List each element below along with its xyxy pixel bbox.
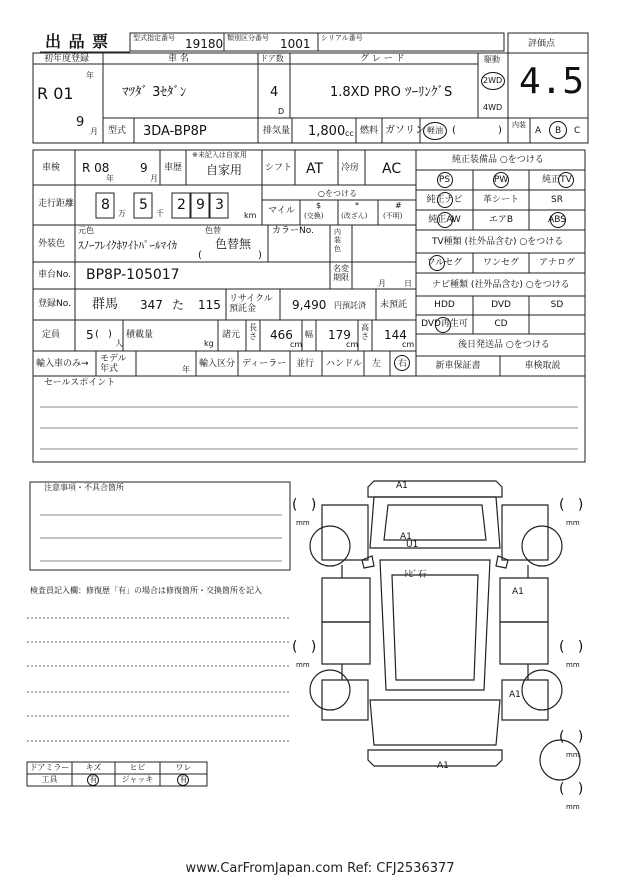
- reg-area: 群馬: [92, 297, 119, 312]
- type-no: 19180: [185, 37, 224, 51]
- class-no: 1001: [280, 37, 311, 51]
- mileage-digit-3: 2: [177, 197, 186, 213]
- grade-label: グ レ ー ド: [360, 54, 405, 64]
- width-value: 179: [328, 328, 351, 342]
- model-label: 型式: [108, 126, 127, 136]
- unknown-sub: (不明): [383, 212, 403, 220]
- damage-hood-u: U1: [406, 540, 419, 550]
- nav-dvd-play: DVD再生可: [421, 319, 468, 329]
- displacement-unit: cc: [345, 129, 354, 138]
- jack-circle: [177, 774, 189, 786]
- equip-sr: SR: [551, 195, 563, 205]
- reg-class: 347: [140, 298, 163, 312]
- orig-color: ｽﾉｰﾌﾚｲｸﾎﾜｲﾄﾊﾟｰﾙﾏｲｶ: [78, 239, 177, 252]
- color-change-label: 色替: [205, 226, 221, 235]
- import-class-label: 輸入区分: [199, 359, 236, 369]
- tread-fl-unit: mm: [296, 519, 310, 527]
- class-no-label: 類別区分番号: [227, 34, 269, 42]
- inspector-label: 検査員記入欄：修復歴「有」の場合は修復箇所・交換箇所を記入: [30, 586, 262, 595]
- equip-pw: PW: [493, 175, 509, 185]
- legend-tools-value: 有: [89, 775, 98, 784]
- fuel: ガソリン: [385, 125, 425, 136]
- mileage-sen-unit: 千: [156, 209, 164, 218]
- drive-label: 駆動: [484, 55, 500, 64]
- mileage-km-unit: km: [244, 211, 257, 220]
- drive-4wd: 4WD: [483, 103, 503, 112]
- inspection-label: 車検: [42, 163, 61, 173]
- width-label: 幅: [305, 330, 313, 339]
- sales-points-label: セールスポイント: [44, 378, 116, 388]
- fuel-circle: [423, 122, 447, 140]
- displacement-label: 排気量: [263, 126, 291, 136]
- name-change-month: 月: [378, 279, 386, 288]
- recycle-label: リサイクル預託金: [229, 294, 273, 315]
- ac-label: 冷房: [341, 163, 360, 173]
- usage-label: 車歴: [164, 163, 183, 173]
- fuel-label: 燃料: [360, 126, 379, 136]
- model-year-unit: 年: [182, 365, 190, 374]
- doors-suffix: D: [278, 107, 285, 116]
- height-label: 高さ: [361, 323, 369, 341]
- form-title: 出 品 票: [45, 32, 110, 51]
- legend-door-mirror: ドアミラー: [29, 763, 70, 772]
- shift-value: AT: [306, 161, 324, 177]
- usage-value: 自家用: [206, 163, 243, 177]
- capacity-value: 5: [86, 328, 94, 342]
- equip-abs-circle: [550, 212, 566, 228]
- grade: 1.8XD PRO ﾂｰﾘﾝｸﾞS: [330, 85, 453, 100]
- handle-left: 左: [372, 359, 382, 369]
- damage-rear-bumper: A1: [437, 761, 449, 771]
- equip-pw-circle: [493, 172, 509, 188]
- serial-label: シリアル番号: [321, 34, 363, 42]
- nav-title: ナビ種類 (社外品含む) ○をつける: [432, 280, 570, 290]
- displacement: 1,800: [308, 124, 346, 139]
- equip-ps: PS: [438, 175, 451, 185]
- equip-abs: ABS: [548, 215, 566, 225]
- recycle-not: 未預託: [380, 300, 408, 310]
- first-reg-label: 初年度登録: [44, 54, 90, 64]
- ac-value: AC: [382, 161, 402, 177]
- interior-c: C: [574, 126, 581, 136]
- dims-label: 諸元: [222, 330, 241, 340]
- damage-right-door: A1: [512, 587, 524, 597]
- registration-label: 登録No.: [38, 299, 71, 309]
- chassis-label: 車台No.: [38, 270, 71, 280]
- equip-leather: 革シート: [482, 195, 519, 205]
- doors-label: ドア数: [260, 54, 284, 63]
- shift-label: シフト: [265, 163, 293, 173]
- nav-hdd: HDD: [434, 300, 455, 310]
- length-unit: cm: [290, 340, 303, 349]
- exchange-label: $: [316, 201, 322, 210]
- equip-aw-circle: [437, 212, 453, 228]
- docs-manual: 車検取説: [524, 361, 561, 371]
- docs-warranty: 新車保証書: [435, 361, 481, 371]
- drive-2wd-circle: [481, 72, 505, 90]
- model: 3DA-BP8P: [143, 124, 207, 139]
- tread-spare-unit: mm: [566, 751, 580, 759]
- tv-title: TV種類 (社外品含む) ○をつける: [432, 237, 564, 247]
- damage-front-bumper: A1: [396, 481, 408, 491]
- inspection-month-unit: 月: [150, 174, 158, 183]
- recycle-unit: 円預託済: [334, 301, 366, 310]
- nav-sd: SD: [550, 300, 564, 310]
- fuel-diesel: 軽油: [427, 126, 443, 135]
- color-change: 色替無: [215, 237, 252, 251]
- handle-right: 右: [398, 359, 408, 369]
- height-value: 144: [384, 328, 407, 342]
- interior-a: A: [535, 126, 542, 136]
- equip-tv-circle: [558, 172, 574, 188]
- capacity-unit: 人: [115, 339, 123, 348]
- recycle-value: 9,490: [292, 298, 327, 312]
- nav-cd: CD: [494, 319, 508, 329]
- equip-tv: 純正TV: [542, 175, 572, 185]
- interior-color-label: 内装色: [334, 228, 341, 253]
- mileage-digit-5: 3: [215, 197, 224, 213]
- mileage-digit-4: 9: [196, 197, 205, 213]
- chassis-value: BP8P-105017: [86, 267, 180, 283]
- footer-watermark: www.CarFromJapan.com Ref: CFJ2536377: [185, 861, 455, 876]
- name-change-label: 名変期限: [333, 264, 349, 282]
- score-value: 4.5: [519, 61, 585, 102]
- tv-oneseg: ワンセグ: [482, 258, 519, 268]
- equip-ps-circle: [437, 172, 453, 188]
- capacity-label: 定員: [42, 330, 61, 340]
- equip-navi-circle: [437, 192, 453, 208]
- inspection-year-unit: 年: [106, 174, 114, 183]
- height-unit: cm: [402, 340, 415, 349]
- type-no-label: 型式指定番号: [133, 34, 175, 42]
- legend-tools: 工具: [41, 775, 58, 784]
- mileage-man-unit: 万: [118, 209, 126, 218]
- inspection-month: 9: [140, 161, 148, 175]
- color-no-label: カラーNo.: [272, 226, 314, 236]
- inspection-value: R 08: [82, 161, 110, 175]
- tv-fullseg-circle: [429, 255, 445, 271]
- drive-2wd: 2WD: [483, 76, 503, 85]
- altered-sub: (改ざん): [341, 212, 368, 220]
- notes-label: 注意事項・不具合箇所: [44, 483, 124, 492]
- tools-circle: [87, 774, 99, 786]
- std-equipment-title: 純正装備品 ○をつける: [452, 155, 544, 165]
- mileage-label: 走行距離: [38, 199, 75, 209]
- car-diagram: [322, 481, 548, 766]
- damage-windshield: ﾄﾋﾞ石: [404, 570, 427, 580]
- altered-label: *: [355, 201, 359, 210]
- docs-title: 後日発送品 ○をつける: [458, 340, 550, 350]
- first-reg-era: R 01: [37, 84, 74, 103]
- handle-label: ハンドル: [326, 359, 363, 369]
- nav-dvd-play-circle: [435, 317, 451, 333]
- mileage-digit-2: 5: [139, 197, 148, 213]
- car-name-label: 車 名: [168, 54, 189, 64]
- orig-color-label: 元色: [78, 226, 94, 235]
- damage-right-rear: A1: [509, 690, 521, 700]
- reg-kana: た: [172, 298, 185, 312]
- color-label: 外装色: [38, 239, 66, 249]
- equip-airbag: エアB: [488, 215, 514, 225]
- interior-b: B: [555, 126, 562, 136]
- tread-extra-unit: mm: [566, 803, 580, 811]
- equip-aw: 純正AW: [428, 215, 461, 225]
- load-unit: kg: [204, 339, 214, 348]
- handle-right-circle: [394, 355, 410, 371]
- nav-dvd: DVD: [491, 300, 511, 310]
- equip-navi: 純正ナビ: [426, 195, 463, 205]
- car-name: ﾏﾂﾀﾞ 3ｾﾀﾞﾝ: [122, 85, 187, 100]
- legend-jack-value: 有: [179, 775, 188, 784]
- reg-num: 115: [198, 298, 221, 312]
- legend-scratch: キズ: [85, 763, 102, 772]
- model-year-label: モデル年式: [100, 354, 127, 375]
- damage-hood: A1: [400, 532, 412, 542]
- tread-rr-unit: mm: [566, 661, 580, 669]
- length-value: 466: [270, 328, 293, 342]
- usage-note: ※未記入は自家用: [192, 151, 247, 159]
- mile-label: マイル: [268, 206, 295, 216]
- legend-jack: ジャッキ: [121, 775, 154, 784]
- legend-crack: ヒビ: [129, 763, 146, 772]
- mileage-note: ○をつける: [318, 189, 357, 198]
- parallel-option: 並行: [296, 359, 315, 369]
- first-reg-year-unit: 年: [86, 71, 94, 80]
- legend-break: ワレ: [175, 763, 192, 772]
- tread-rl-unit: mm: [296, 661, 310, 669]
- tv-fullseg: フルセグ: [426, 258, 463, 268]
- first-reg-month-unit: 月: [90, 127, 98, 136]
- first-reg-month: 9: [76, 115, 85, 130]
- dealer-option: ディーラー: [242, 359, 287, 369]
- width-unit: cm: [346, 340, 359, 349]
- import-label: 輸入車のみ→: [36, 359, 89, 369]
- mileage-digit-1: 8: [101, 197, 110, 213]
- exchange-sub: (交換): [304, 212, 324, 220]
- name-change-day: 日: [404, 279, 412, 288]
- tread-fr-unit: mm: [566, 519, 580, 527]
- doors: 4: [270, 85, 279, 100]
- unknown-label: #: [395, 201, 402, 210]
- interior-label: 内装: [512, 121, 526, 129]
- length-label: 長さ: [249, 323, 257, 341]
- score-label: 評価点: [528, 39, 556, 49]
- load-label: 積載量: [126, 330, 154, 340]
- tv-analog: アナログ: [538, 258, 575, 268]
- interior-b-circle: [549, 121, 567, 139]
